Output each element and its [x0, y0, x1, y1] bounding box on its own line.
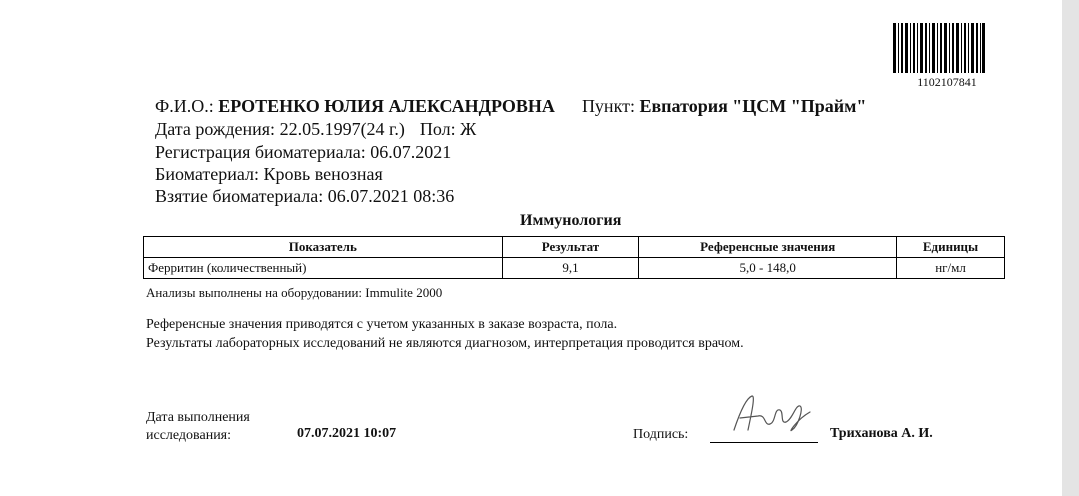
page-edge [1062, 0, 1079, 496]
sex-value: Ж [460, 119, 477, 139]
results-table [143, 236, 1005, 279]
header-indicator: Показатель [144, 237, 503, 258]
date-label-line1: Дата выполнения [146, 410, 250, 425]
completion-date: 07.07.2021 10:07 [297, 426, 397, 441]
birth-label: Дата рождения: [155, 119, 276, 139]
patient-name-line [155, 95, 866, 117]
barcode [893, 23, 985, 73]
reference-note: Референсные значения приводятся с учетом указанных в заказе возраста, пола. [146, 317, 618, 332]
header-units: Единицы [897, 237, 1005, 258]
collection-value: 06.07.2021 08:36 [327, 186, 455, 206]
registration-value: 06.07.2021 [370, 142, 452, 162]
header-reference: Референсные значения [639, 237, 897, 258]
birth-line [155, 118, 476, 140]
table-row [144, 258, 1005, 279]
cell-units: нг/мл [897, 258, 1005, 279]
header-result: Результат [502, 237, 639, 258]
collection-label: Взятие биоматериала: [155, 186, 324, 206]
section-title: Иммунология [520, 212, 622, 229]
name-label: Ф.И.О.: [155, 96, 214, 116]
birth-value: 22.05.1997(24 г.) [279, 119, 405, 139]
collection-line [155, 185, 454, 207]
equipment-note: Анализы выполнены на оборудовании: Immulite 2000 [146, 285, 443, 300]
disclaimer-note: Результаты лабораторных исследований не являются диагнозом, интерпретация проводится врачом. [146, 336, 744, 351]
registration-label: Регистрация биоматериала: [155, 142, 366, 162]
registration-line [155, 141, 451, 163]
table-header-row [144, 237, 1005, 258]
sex-label: Пол: [419, 119, 456, 139]
cell-indicator: Ферритин (количественный) [144, 258, 503, 279]
patient-name: ЕРОТЕНКО ЮЛИЯ АЛЕКСАНДРОВНА [218, 96, 555, 116]
point-value: Евпатория "ЦСМ "Прайм" [639, 96, 867, 116]
point-label: Пункт: [581, 96, 635, 116]
signature-line [710, 442, 818, 443]
material-label: Биоматериал: [155, 164, 260, 184]
doctor-name: Триханова А. И. [830, 426, 933, 441]
handwritten-signature [726, 390, 816, 442]
material-line [155, 163, 383, 185]
date-label-line2: исследования: [146, 428, 232, 443]
barcode-number: 1102107841 [917, 75, 977, 89]
cell-result: 9,1 [502, 258, 639, 279]
material-value: Кровь венозная [263, 164, 383, 184]
cell-reference: 5,0 - 148,0 [639, 258, 897, 279]
signature-label: Подпись: [633, 427, 689, 442]
